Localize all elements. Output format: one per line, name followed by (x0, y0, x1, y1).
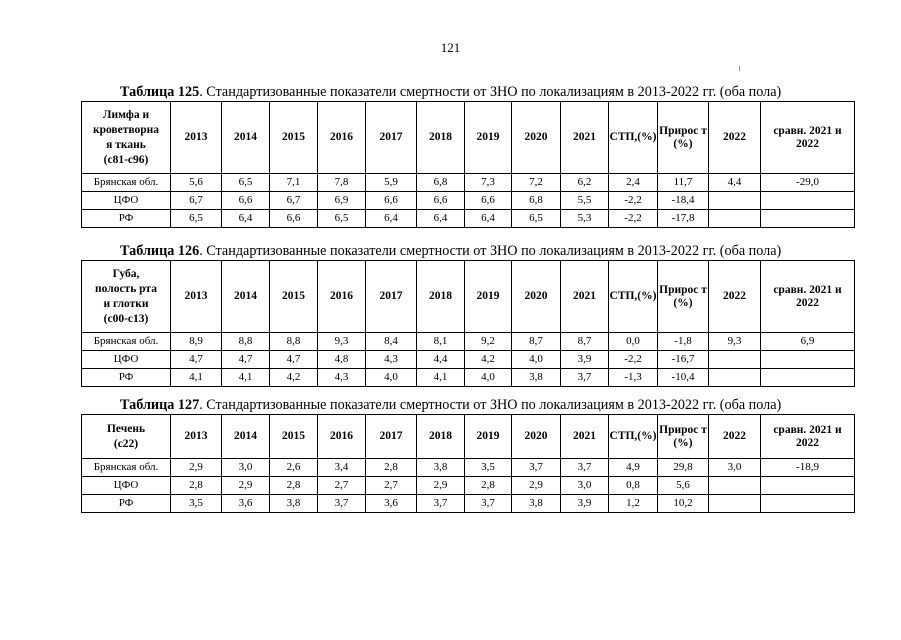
growth-cell: -18,4 (658, 192, 709, 210)
value-cell: 3,7 (561, 459, 609, 477)
table-row (82, 459, 855, 477)
year-header: 2021 (561, 102, 609, 174)
value-cell: 6,2 (561, 174, 609, 192)
value-cell: 3,7 (417, 495, 465, 513)
table-caption: . Стандартизованные показатели смертности от ЗНО по локализациям в 2013-2022 гг. (оба пола) (199, 397, 782, 413)
table-title (81, 397, 854, 414)
stp-cell: 0,8 (609, 477, 658, 495)
value-cell: 3,0 (222, 459, 270, 477)
growth-cell: -17,8 (658, 210, 709, 228)
year-2022-cell (709, 351, 761, 369)
value-cell: 6,7 (270, 192, 318, 210)
table-126-block (81, 243, 854, 387)
value-cell: 4,1 (171, 369, 222, 387)
region-cell: ЦФО (82, 192, 171, 210)
localization-line: Печень (106, 422, 146, 435)
region-cell: Брянская обл. (82, 459, 171, 477)
value-cell: 3,8 (417, 459, 465, 477)
value-cell: 3,8 (512, 369, 561, 387)
value-cell: 6,6 (465, 192, 512, 210)
growth-header: Прирос т (%) (658, 415, 709, 459)
localization-line: Губа, (112, 267, 140, 280)
value-cell: 2,7 (366, 477, 417, 495)
mortality-table (81, 260, 855, 387)
year-header: 2018 (417, 415, 465, 459)
value-cell: 4,2 (270, 369, 318, 387)
table-title (81, 243, 854, 260)
value-cell: 3,6 (366, 495, 417, 513)
value-cell: 7,3 (465, 174, 512, 192)
year-2022-cell (709, 495, 761, 513)
compare-header: сравн. 2021 и 2022 (761, 415, 855, 459)
value-cell: 8,9 (171, 333, 222, 351)
region-cell: ЦФО (82, 477, 171, 495)
value-cell: 4,4 (417, 351, 465, 369)
region-cell: РФ (82, 369, 171, 387)
value-cell: 4,1 (222, 369, 270, 387)
growth-header: Прирос т (%) (658, 261, 709, 333)
value-cell: 3,7 (465, 495, 512, 513)
table-number: Таблица 127 (120, 397, 200, 413)
header-row (82, 261, 855, 333)
value-cell: 8,8 (270, 333, 318, 351)
table-row (82, 192, 855, 210)
localization-line: (с00-с13) (103, 312, 149, 325)
value-cell: 6,5 (222, 174, 270, 192)
value-cell: 2,8 (366, 459, 417, 477)
stp-cell: -2,2 (609, 351, 658, 369)
year-header: 2014 (222, 261, 270, 333)
value-cell: 4,7 (270, 351, 318, 369)
value-cell: 4,0 (512, 351, 561, 369)
value-cell: 8,4 (366, 333, 417, 351)
compare-cell: 6,9 (761, 333, 855, 351)
growth-header: Прирос т (%) (658, 102, 709, 174)
table-127-block (81, 397, 854, 513)
margin-tick-mark (739, 66, 740, 71)
table-row (82, 495, 855, 513)
value-cell: 6,4 (465, 210, 512, 228)
stp-cell: -2,2 (609, 210, 658, 228)
value-cell: 8,7 (561, 333, 609, 351)
growth-cell: 5,6 (658, 477, 709, 495)
value-cell: 9,3 (318, 333, 366, 351)
year-header: 2016 (318, 261, 366, 333)
value-cell: 4,8 (318, 351, 366, 369)
year-header: 2020 (512, 261, 561, 333)
value-cell: 4,7 (171, 351, 222, 369)
page-number: 121 (440, 40, 461, 55)
growth-cell: -10,4 (658, 369, 709, 387)
region-cell: ЦФО (82, 351, 171, 369)
table-row (82, 174, 855, 192)
localization-line: и глотки (103, 297, 149, 310)
year-header: 2017 (366, 102, 417, 174)
header-row (82, 415, 855, 459)
stp-header: СТП,(%) (609, 415, 658, 459)
header-row (82, 102, 855, 174)
region-cell: РФ (82, 210, 171, 228)
value-cell: 7,1 (270, 174, 318, 192)
year-2022-cell (709, 369, 761, 387)
mortality-table (81, 101, 855, 228)
mortality-table (81, 414, 855, 513)
year-header: 2013 (171, 415, 222, 459)
value-cell: 6,4 (222, 210, 270, 228)
value-cell: 3,4 (318, 459, 366, 477)
year-header: 2015 (270, 261, 318, 333)
value-cell: 2,7 (318, 477, 366, 495)
value-cell: 4,0 (366, 369, 417, 387)
compare-cell: -18,9 (761, 459, 855, 477)
value-cell: 6,5 (512, 210, 561, 228)
compare-cell (761, 210, 855, 228)
value-cell: 4,0 (465, 369, 512, 387)
value-cell: 2,9 (512, 477, 561, 495)
year-header: 2021 (561, 261, 609, 333)
growth-cell: 29,8 (658, 459, 709, 477)
value-cell: 2,9 (171, 459, 222, 477)
value-cell: 5,5 (561, 192, 609, 210)
year-header: 2020 (512, 102, 561, 174)
year-header: 2013 (171, 261, 222, 333)
year-header: 2016 (318, 415, 366, 459)
value-cell: 5,9 (366, 174, 417, 192)
year-2022-cell: 9,3 (709, 333, 761, 351)
table-title (81, 84, 854, 101)
growth-cell: -1,8 (658, 333, 709, 351)
stp-header: СТП,(%) (609, 261, 658, 333)
value-cell: 6,8 (417, 174, 465, 192)
stp-cell: 2,4 (609, 174, 658, 192)
value-cell: 9,2 (465, 333, 512, 351)
value-cell: 5,6 (171, 174, 222, 192)
compare-cell (761, 369, 855, 387)
table-caption: . Стандартизованные показатели смертности от ЗНО по локализациям в 2013-2022 гг. (оба пола) (199, 84, 782, 100)
value-cell: 7,2 (512, 174, 561, 192)
value-cell: 3,9 (561, 351, 609, 369)
value-cell: 3,7 (561, 369, 609, 387)
value-cell: 3,0 (561, 477, 609, 495)
table-row (82, 477, 855, 495)
compare-cell (761, 351, 855, 369)
year-header: 2019 (465, 415, 512, 459)
year-header: 2017 (366, 415, 417, 459)
stp-cell: 1,2 (609, 495, 658, 513)
year-2022-header: 2022 (709, 415, 761, 459)
year-header: 2020 (512, 415, 561, 459)
compare-cell (761, 192, 855, 210)
stp-cell: 4,9 (609, 459, 658, 477)
localization-header (82, 102, 171, 174)
table-row (82, 369, 855, 387)
localization-header (82, 415, 171, 459)
stp-cell: 0,0 (609, 333, 658, 351)
compare-cell: -29,0 (761, 174, 855, 192)
value-cell: 4,3 (318, 369, 366, 387)
table-caption: . Стандартизованные показатели смертности от ЗНО по локализациям в 2013-2022 гг. (оба пола) (199, 243, 782, 259)
year-header: 2015 (270, 102, 318, 174)
value-cell: 6,6 (270, 210, 318, 228)
value-cell: 4,7 (222, 351, 270, 369)
year-header: 2015 (270, 415, 318, 459)
value-cell: 6,7 (171, 192, 222, 210)
value-cell: 6,6 (417, 192, 465, 210)
localization-line: (с81-с96) (103, 153, 149, 166)
value-cell: 4,2 (465, 351, 512, 369)
value-cell: 3,8 (512, 495, 561, 513)
table-row (82, 351, 855, 369)
value-cell: 2,8 (171, 477, 222, 495)
value-cell: 3,5 (171, 495, 222, 513)
year-header: 2018 (417, 102, 465, 174)
value-cell: 3,8 (270, 495, 318, 513)
region-cell: Брянская обл. (82, 333, 171, 351)
table-125-block (81, 84, 854, 228)
table-number: Таблица 126 (120, 243, 200, 259)
region-cell: РФ (82, 495, 171, 513)
value-cell: 4,3 (366, 351, 417, 369)
year-header: 2016 (318, 102, 366, 174)
year-2022-cell (709, 210, 761, 228)
localization-header (82, 261, 171, 333)
year-header: 2019 (465, 261, 512, 333)
localization-line: Лимфа и (102, 108, 150, 121)
value-cell: 2,9 (417, 477, 465, 495)
localization-line: (с22) (113, 437, 139, 450)
value-cell: 6,6 (366, 192, 417, 210)
year-header: 2014 (222, 102, 270, 174)
year-2022-cell: 3,0 (709, 459, 761, 477)
table-number: Таблица 125 (120, 84, 200, 100)
value-cell: 8,7 (512, 333, 561, 351)
value-cell: 6,8 (512, 192, 561, 210)
table-row (82, 333, 855, 351)
year-2022-cell: 4,4 (709, 174, 761, 192)
value-cell: 6,5 (318, 210, 366, 228)
localization-line: кроветворна (92, 123, 160, 136)
localization-line: я ткань (106, 138, 146, 151)
year-2022-cell (709, 477, 761, 495)
value-cell: 3,7 (318, 495, 366, 513)
value-cell: 8,1 (417, 333, 465, 351)
compare-header: сравн. 2021 и 2022 (761, 102, 855, 174)
year-header: 2013 (171, 102, 222, 174)
value-cell: 4,1 (417, 369, 465, 387)
year-header: 2017 (366, 261, 417, 333)
value-cell: 7,8 (318, 174, 366, 192)
year-header: 2014 (222, 415, 270, 459)
year-header: 2021 (561, 415, 609, 459)
year-header: 2019 (465, 102, 512, 174)
stp-cell: -1,3 (609, 369, 658, 387)
value-cell: 6,6 (222, 192, 270, 210)
value-cell: 3,7 (512, 459, 561, 477)
table-row (82, 210, 855, 228)
value-cell: 2,8 (270, 477, 318, 495)
value-cell: 3,5 (465, 459, 512, 477)
value-cell: 6,4 (366, 210, 417, 228)
value-cell: 6,9 (318, 192, 366, 210)
value-cell: 5,3 (561, 210, 609, 228)
year-header: 2018 (417, 261, 465, 333)
value-cell: 3,9 (561, 495, 609, 513)
compare-header: сравн. 2021 и 2022 (761, 261, 855, 333)
value-cell: 2,9 (222, 477, 270, 495)
value-cell: 8,8 (222, 333, 270, 351)
value-cell: 6,4 (417, 210, 465, 228)
stp-header: СТП,(%) (609, 102, 658, 174)
stp-cell: -2,2 (609, 192, 658, 210)
value-cell: 6,5 (171, 210, 222, 228)
year-2022-cell (709, 192, 761, 210)
localization-line: полость рта (95, 282, 157, 295)
growth-cell: 10,2 (658, 495, 709, 513)
year-2022-header: 2022 (709, 102, 761, 174)
value-cell: 2,8 (465, 477, 512, 495)
growth-cell: 11,7 (658, 174, 709, 192)
year-2022-header: 2022 (709, 261, 761, 333)
value-cell: 2,6 (270, 459, 318, 477)
compare-cell (761, 477, 855, 495)
region-cell: Брянская обл. (82, 174, 171, 192)
compare-cell (761, 495, 855, 513)
growth-cell: -16,7 (658, 351, 709, 369)
value-cell: 3,6 (222, 495, 270, 513)
